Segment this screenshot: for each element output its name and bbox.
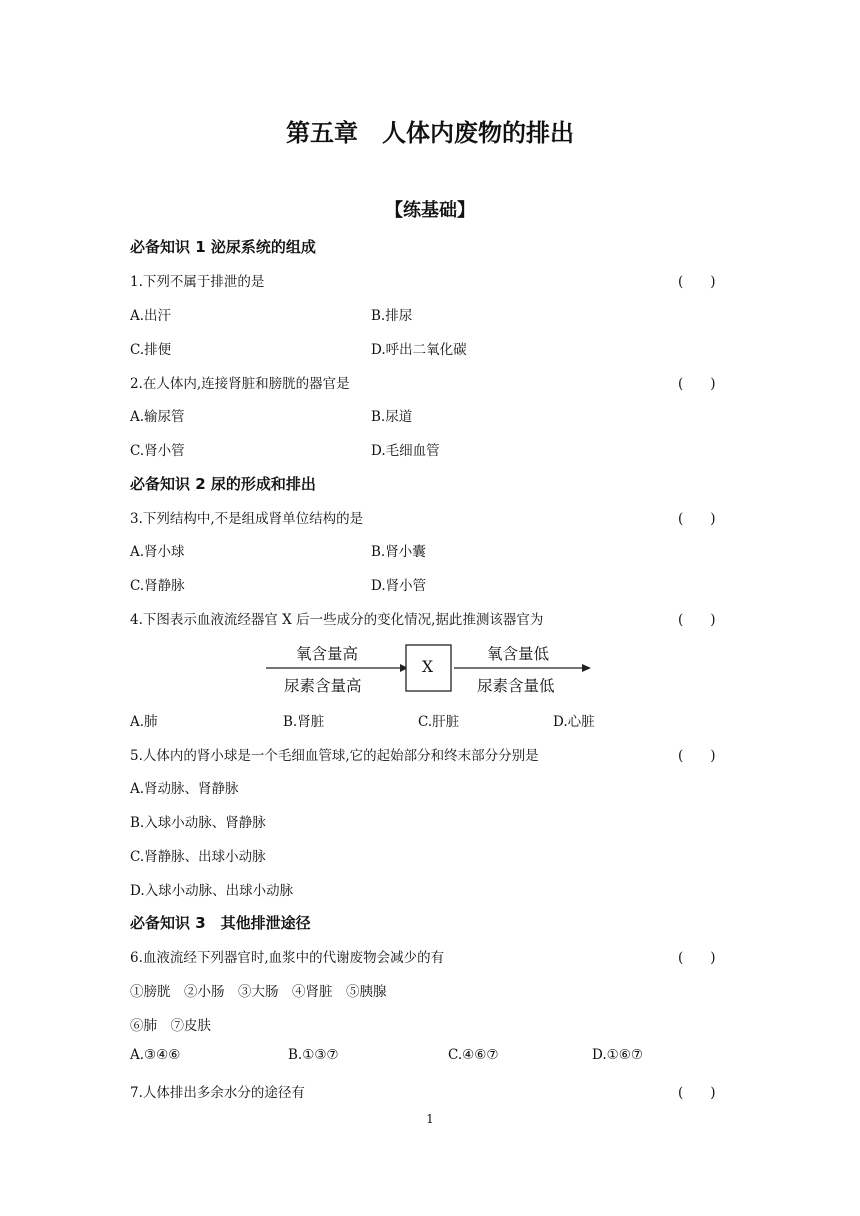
question-3-option-a: A.肾小球 [130,544,185,560]
question-4-option-d: D.心脏 [553,714,595,730]
practice-heading: 【练基础】 [385,200,475,221]
question-5-answer-blank: ( ) [678,748,716,764]
question-6-organ-list-line-2: ⑥肺 ⑦皮肤 [130,1018,211,1034]
diagram-left-bottom-label: 尿素含量高 [284,677,362,695]
question-2-option-d: D.毛细血管 [371,443,440,459]
question-6-stem: 6.血液流经下列器官时,血浆中的代谢废物会减少的有 [130,950,445,966]
diagram-right-top-label: 氧含量低 [487,645,550,663]
right-arrow-head [582,664,591,672]
question-3-option-b: B.肾小囊 [371,544,426,560]
question-2-stem: 2.在人体内,连接肾脏和膀胱的器官是 [130,376,350,392]
section-heading-3: 必备知识 3 其他排泄途径 [130,914,311,932]
question-2-answer-blank: ( ) [678,376,716,392]
question-5-option-d: D.入球小动脉、出球小动脉 [130,883,294,899]
question-6-option-d: D.①⑥⑦ [592,1047,643,1063]
question-6-option-c: C.④⑥⑦ [448,1047,499,1063]
question-3-stem: 3.下列结构中,不是组成肾单位结构的是 [130,511,364,527]
question-4-stem: 4.下图表示血液流经器官 X 后一些成分的变化情况,据此推测该器官为 [130,612,544,628]
diagram-left-top-label: 氧含量高 [296,645,359,663]
chapter-title: 第五章 人体内废物的排出 [286,119,574,147]
question-3-answer-blank: ( ) [678,511,716,527]
diagram-right-bottom-label: 尿素含量低 [477,677,555,695]
diagram-box-label: X [422,658,434,676]
question-6-option-a: A.③④⑥ [130,1047,181,1063]
question-6-answer-blank: ( ) [678,950,716,966]
question-7-stem: 7.人体排出多余水分的途径有 [130,1085,305,1101]
question-5-option-a: A.肾动脉、肾静脉 [130,781,239,797]
question-1-answer-blank: ( ) [678,274,716,290]
question-7-answer-blank: ( ) [678,1085,716,1101]
question-1-option-b: B.排尿 [371,308,413,324]
question-5-option-b: B.入球小动脉、肾静脉 [130,815,266,831]
page-number: 1 [426,1112,434,1126]
question-1-stem: 1.下列不属于排泄的是 [130,274,265,290]
organ-x-diagram [262,638,602,698]
question-4-option-a: A.肺 [130,714,158,730]
section-heading-2: 必备知识 2 尿的形成和排出 [130,475,316,493]
question-2-option-c: C.肾小管 [130,443,185,459]
question-6-organ-list-line-1: ①膀胱 ②小肠 ③大肠 ④肾脏 ⑤胰腺 [130,984,387,1000]
question-4-option-c: C.肝脏 [418,714,460,730]
question-4-option-b: B.肾脏 [283,714,325,730]
question-1-option-d: D.呼出二氧化碳 [371,342,467,358]
question-3-option-c: C.肾静脉 [130,578,185,594]
section-heading-1: 必备知识 1 泌尿系统的组成 [130,238,316,256]
question-2-option-a: A.输尿管 [130,409,185,425]
question-2-option-b: B.尿道 [371,409,413,425]
question-3-option-d: D.肾小管 [371,578,427,594]
question-5-stem: 5.人体内的肾小球是一个毛细血管球,它的起始部分和终末部分分别是 [130,748,539,764]
question-4-answer-blank: ( ) [678,612,716,628]
question-1-option-c: C.排便 [130,342,172,358]
question-6-option-b: B.①③⑦ [288,1047,339,1063]
question-5-option-c: C.肾静脉、出球小动脉 [130,849,266,865]
question-1-option-a: A.出汗 [130,308,172,324]
